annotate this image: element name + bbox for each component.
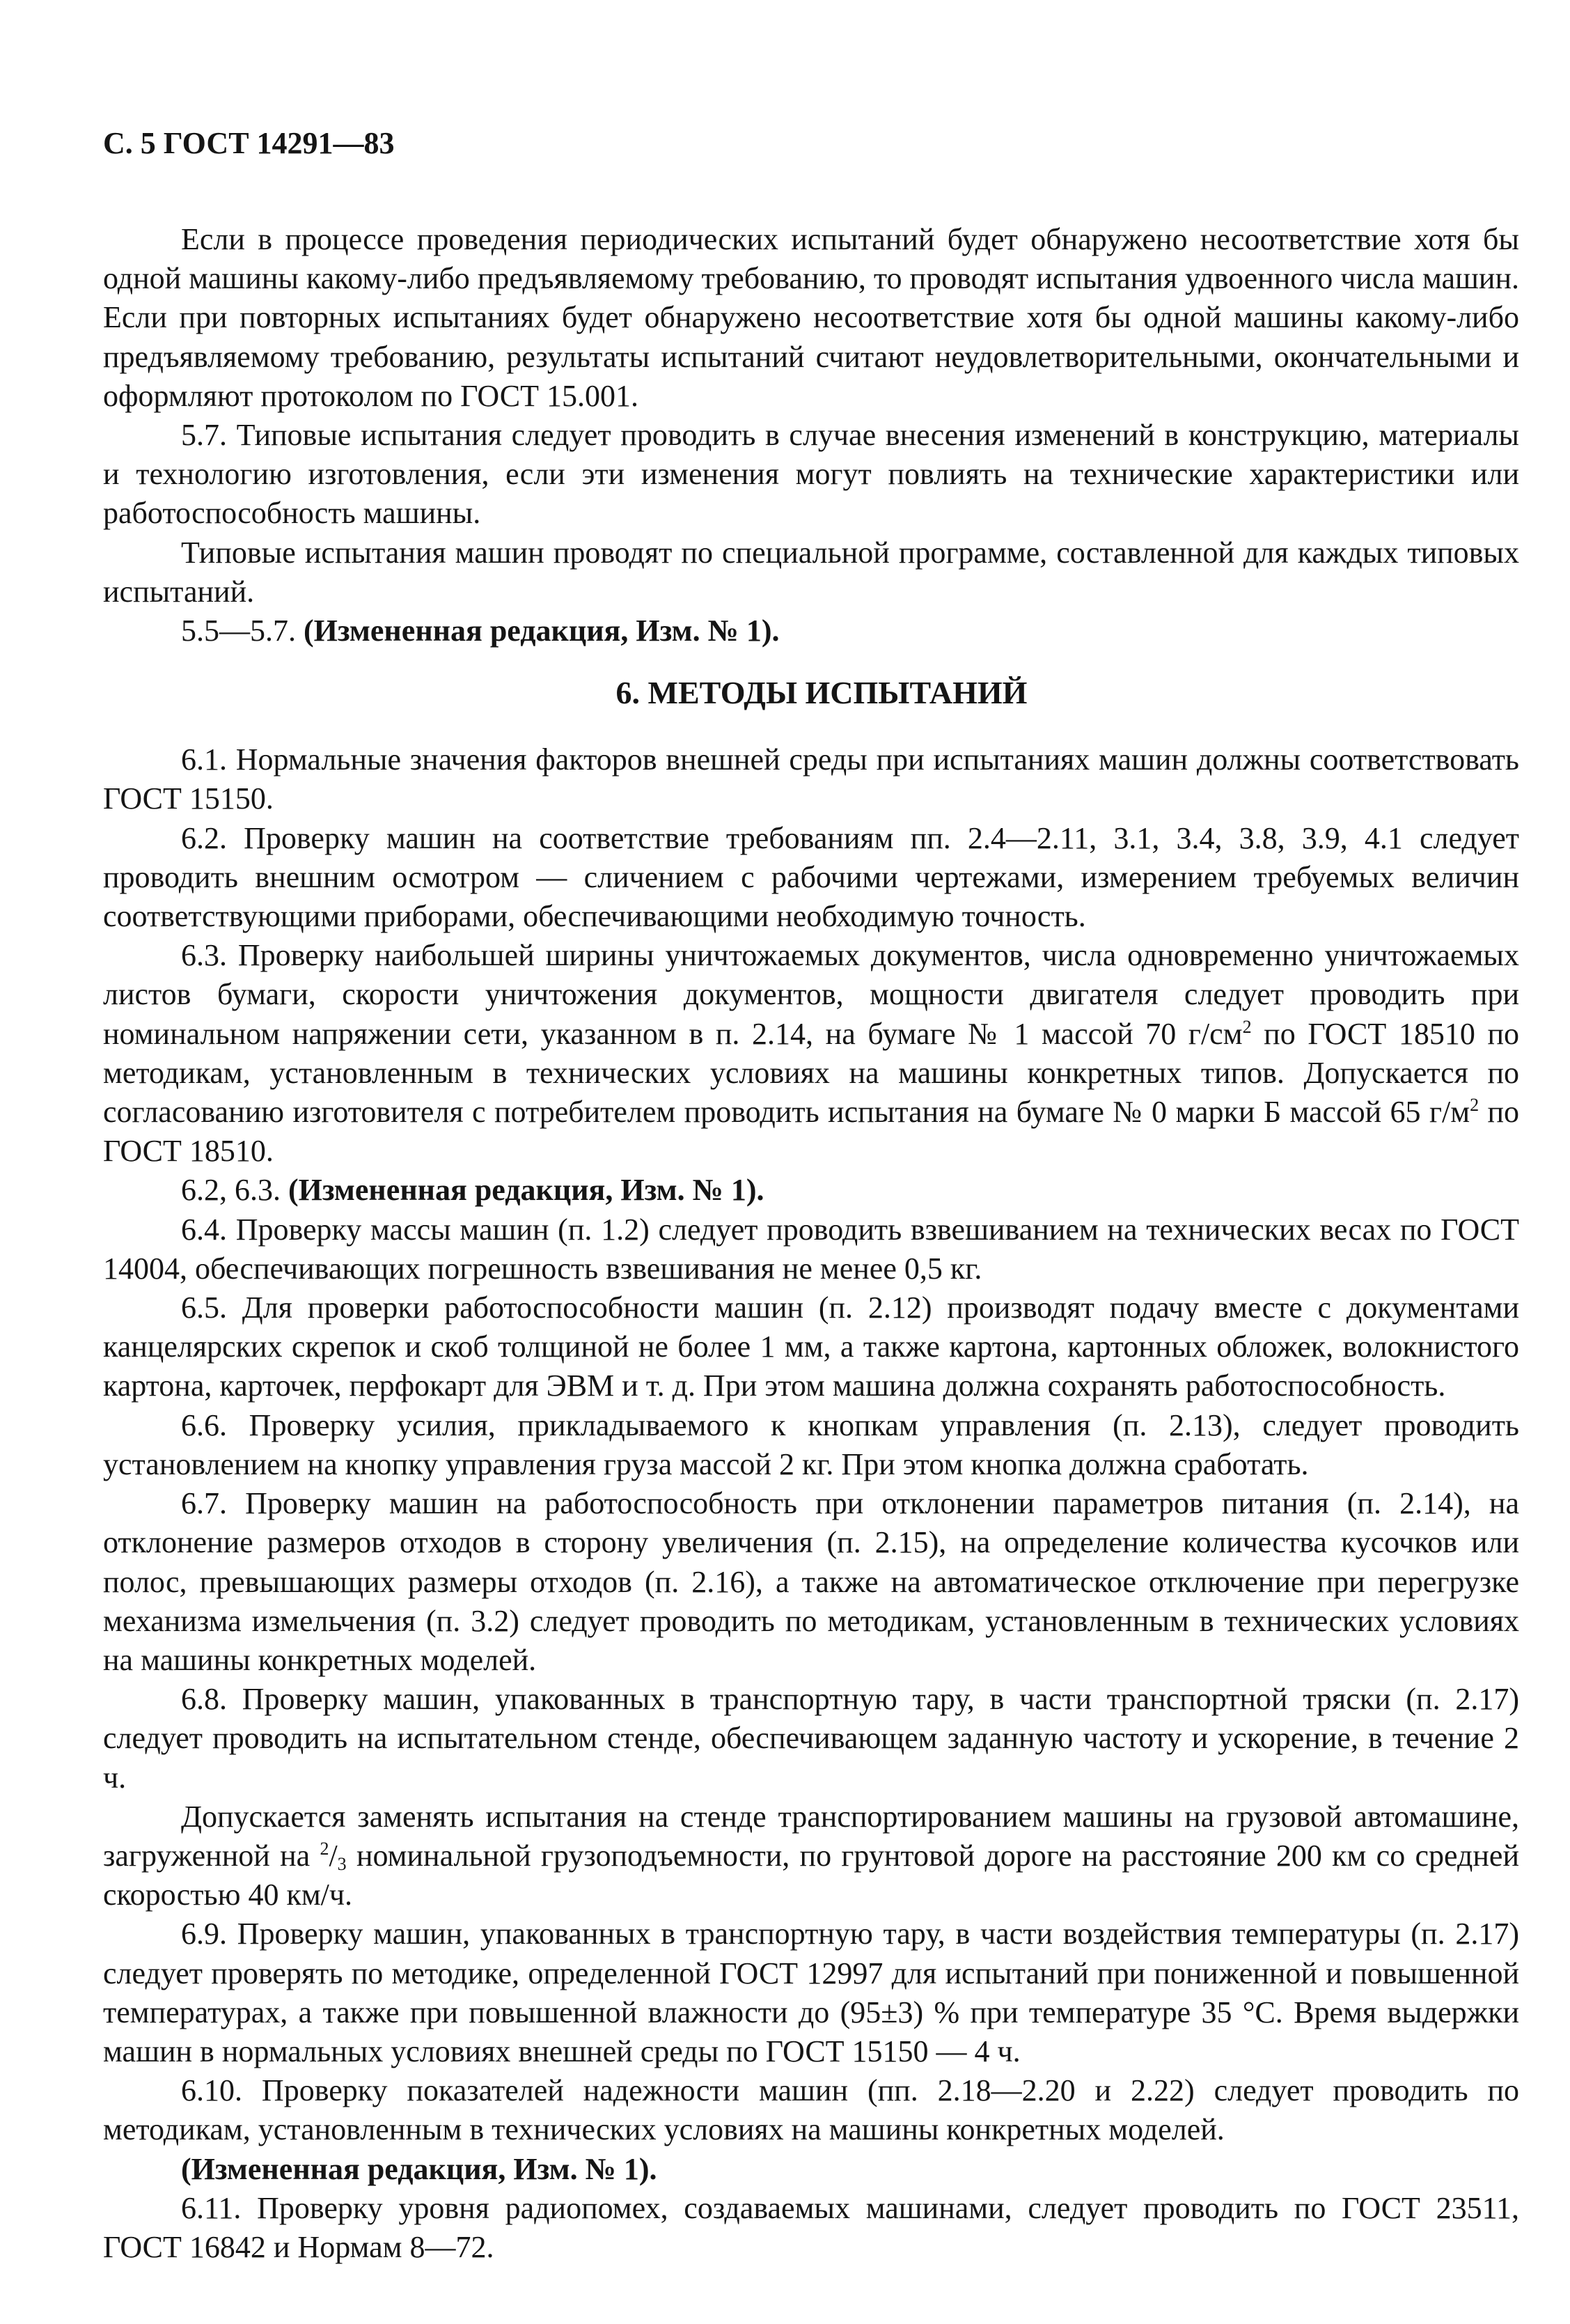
paragraph-6-7: 6.7. Проверку машин на работоспособность при отклонении параметров питания (п. 2.14), на отклонение размеров отходов в сторону увеличения (п. 2.15), на определение количества кусочков или полос, превышающих размеры отходов (п. 2.16), а также на автоматическое отключение при перегрузке механизма измельчения (п. 3.2) следует проводить по методикам, установленным в технических условиях на машины конкретных моделей. xyxy=(103,1486,1519,1677)
amendment-label: (Измененная редакция, Изм. № 1). xyxy=(304,614,780,648)
paragraph-6-6: 6.6. Проверку усилия, прикладываемого к кнопкам управления (п. 2.13), следует проводить установлением на кнопку управления груза массой 2 кг. При этом кнопка должна сработать. xyxy=(103,1407,1519,1481)
paragraph-6-3 xyxy=(103,936,1519,1171)
paragraph-6-5: 6.5. Для проверки работоспособности машин (п. 2.12) производят подачу вместе с документами канцелярских скрепок и скоб толщиной не более 1 мм, а также картона, картонных обложек, волокнистого картона, карточек, перфокарт для ЭВМ и т. д. При этом машина должна сохранять работоспособность. xyxy=(103,1290,1519,1403)
section-title: 6. МЕТОДЫ ИСПЫТАНИЙ xyxy=(615,675,1028,711)
paragraph-6-9: 6.9. Проверку машин, упакованных в транспортную тару, в части воздействия температуры (п. 2.17) следует проверять по методике, определенной ГОСТ 12997 для испытаний при пониженной и повышенной температурах, а также при повышенной влажности до (95±3) % при температуре 35 °С. Время выдержки машин в нормальных условиях внешней среды по ГОСТ 15150 — 4 ч. xyxy=(103,1917,1519,2068)
superscript: 2 xyxy=(1470,1095,1479,1116)
page-header: С. 5 ГОСТ 14291—83 xyxy=(103,126,395,160)
paragraph-6-11: 6.11. Проверку уровня радиопомех, создаваемых машинами, следует проводить по ГОСТ 23511, ГОСТ 16842 и Нормам 8—72. xyxy=(103,2190,1519,2264)
text-segment: 6.3. Проверку наибольшей ширины уничтожаемых документов, числа одновременно уничтожаемых листов бумаги, скорости уничтожения документов, мощности двигателя следует проводить при номинальном напряжении сети, указанном в п. 2.14, на бумаге № 1 массой 70 г/см xyxy=(103,938,1519,1051)
amendment-label: (Измененная редакция, Изм. № 1). xyxy=(181,2151,657,2186)
paragraph-6-10: 6.10. Проверку показателей надежности машин (пп. 2.18—2.20 и 2.22) следует проводить по методикам, установленным в технических условиях на машины конкретных моделей. xyxy=(103,2073,1519,2147)
amendment-label: (Измененная редакция, Изм. № 1). xyxy=(288,1173,764,1208)
paragraph-6-1: 6.1. Нормальные значения факторов внешней среды при испытаниях машин должны соответствовать ГОСТ 15150. xyxy=(103,742,1519,816)
fraction-denominator: 3 xyxy=(337,1853,347,1874)
paragraph-6-8-alt xyxy=(103,1797,1519,1915)
amendment-ref: 6.2, 6.3. xyxy=(181,1173,288,1208)
superscript: 2 xyxy=(1242,1016,1252,1037)
paragraph-6-4: 6.4. Проверку массы машин (п. 1.2) следует проводить взвешиванием на технических весах по ГОСТ 14004, обеспечивающих погрешность взвешивания не менее 0,5 кг. xyxy=(103,1212,1519,1286)
text-segment: номинальной грузоподъемности, по грунтовой дороге на расстояние 200 км со средней скоростью 40 км/ч. xyxy=(103,1838,1519,1912)
paragraph-periodic-tests: Если в процессе проведения периодических испытаний будет обнаружено несоответствие хотя бы одной машины какому-либо предъявляемому требованию, то проводят испытания удвоенного числа машин. Если при повторных испытаниях будет обнаружено несоответствие хотя бы одной машины какому-либо предъявляемому требованию, результаты испытаний считают неудовлетворительными, окончательными и оформляют протоколом по ГОСТ 15.001. xyxy=(103,222,1519,413)
fraction-slash: / xyxy=(329,1838,338,1873)
amendment-ref: 5.5—5.7. xyxy=(181,614,304,648)
fraction-numerator: 2 xyxy=(320,1838,329,1859)
text-segment: по ГОСТ 18510. xyxy=(103,1095,1520,1169)
paragraph-6-8: 6.8. Проверку машин, упакованных в транспортную тару, в части транспортной тряски (п. 2.17) следует проводить на испытательном стенде, обеспечивающем заданную частоту и ускорение, в течение 2 ч. xyxy=(103,1682,1519,1795)
amendment-note-5 xyxy=(103,611,1519,650)
text-segment: по ГОСТ 18510 по методикам, установленным в технических условиях на машины конкретных типов. Допускается по согласованию изготовителя с потребителем проводить испытания на бумаге № 0 марки Б массой 65 г/м xyxy=(103,1016,1519,1130)
amendment-note-6 xyxy=(103,1171,1519,1210)
text-segment: Допускается заменять испытания на стенде транспортированием машины на грузовой автомашине, загруженной на xyxy=(103,1799,1519,1873)
document-page xyxy=(103,124,1519,2267)
paragraph-6-2: 6.2. Проверку машин на соответствие требованиям пп. 2.4—2.11, 3.1, 3.4, 3.8, 3.9, 4.1 следует проводить внешним осмотром — сличением с рабочими чертежами, измерением требуемых величин соответствующими приборами, обеспечивающими необходимую точность. xyxy=(103,820,1519,934)
paragraph-5-7: 5.7. Типовые испытания следует проводить в случае внесения изменений в конструкцию, материалы и технологию изготовления, если эти изменения могут повлиять на технические характеристики или работоспособность машины. xyxy=(103,418,1519,531)
amendment-note-6-10 xyxy=(103,2150,1519,2189)
paragraph-type-tests-program: Типовые испытания машин проводят по специальной программе, составленной для каждых типовых испытаний. xyxy=(103,535,1519,609)
